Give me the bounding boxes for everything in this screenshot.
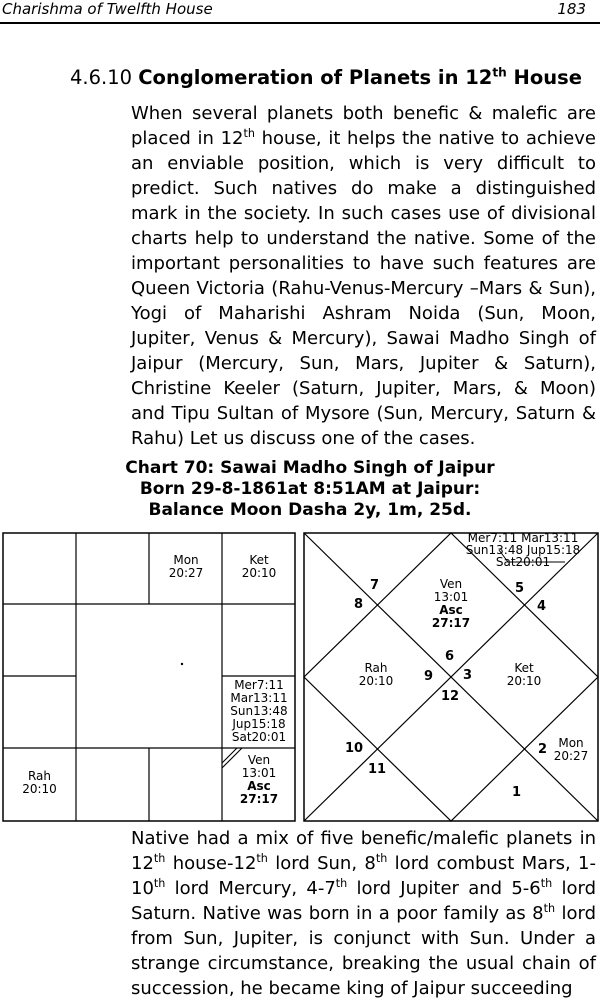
grid-horoscope-chart: [2, 532, 292, 822]
house-number-7: 7: [370, 578, 380, 593]
grid-cell-ket: Ket 20:10: [241, 553, 277, 580]
house-number-10: 10: [345, 741, 364, 756]
grid-cell-rah: Rah 20:10: [22, 769, 57, 796]
section-title: Conglomeration of Planets in 12th House: [138, 65, 582, 89]
book-title: Charishma of Twelfth House: [2, 0, 213, 18]
diamond-mon: Mon 20:27: [553, 736, 589, 763]
house-number-2: 2: [538, 742, 548, 757]
house-number-4: 4: [537, 599, 547, 614]
grid-cell-mon: Mon 20:27: [168, 553, 204, 580]
analysis-paragraph: Native had a mix of five benefic/malefic planets in 12th house-12th lord Sun, 8th lord combust Mars, 1-10th lord Mercury, 4-7th lord Jupiter and 5-6th lord Saturn. Native was born in a poor family as 8th lord from Sun, Jupiter, is conjunct with Sun. Under a strange circumstance, breaking the usual chain of succession, he became king of Jaipur succeeding: [131, 828, 596, 999]
diamond-ven-asc: Ven 13:01 Asc 27:17: [431, 577, 471, 630]
diamond-horoscope-chart: [303, 532, 593, 822]
house-number-9: 9: [424, 669, 434, 684]
grid-cell-planet-group: Mer7:11 Mar13:11 Sun13:48 Jup15:18 Sat20:01: [230, 678, 288, 744]
chart-caption-line1: Chart 70: Sawai Madho Singh of Jaipur: [125, 458, 495, 478]
house-number-11: 11: [368, 762, 387, 777]
house-number-1: 1: [512, 785, 522, 800]
page-number: 183: [557, 0, 586, 18]
house-number-12: 12: [441, 689, 460, 704]
house-number-3: 3: [463, 668, 473, 683]
house-number-8: 8: [354, 597, 364, 612]
intro-paragraph: When several planets both benefic & malefic are placed in 12th house, it helps the native to achieve an enviable position, which is very difficult to predict. Such natives do make a distinguished mark in the society. In such cases use of divisional charts help to understand the native. Some of the important personalities to have such features are Queen Victoria (Rahu-Venus-Mercury –Mars & Sun), Yogi of Maharishi Ashram Noida (Sun, Moon, Jupiter, Venus & Mercury), Sawai Madho Singh of Jaipur (Mercury, Sun, Mars, Jupiter & Saturn), Christine Keeler (Saturn, Jupiter, Mars, & Moon) and Tipu Sultan of Mysore (Sun, Mercury, Saturn & Rahu) Let us discuss one of the cases.: [131, 103, 596, 449]
grid-cell-ven-asc: Ven 13:01 Asc 27:17: [239, 753, 279, 806]
house-number-6: 6: [445, 649, 455, 664]
running-header: [0, 0, 600, 24]
diamond-ket: Ket 20:10: [506, 661, 542, 688]
section-heading: [70, 66, 590, 89]
chart-caption-line3: Balance Moon Dasha 2y, 1m, 25d.: [148, 500, 472, 520]
diamond-house12-planets: Mer7:11 Mar13:11 Sun13:48 Jup15:18 Sat20:01: [465, 531, 581, 569]
section-number: 4.6.10: [70, 66, 133, 89]
house-number-5: 5: [515, 581, 525, 596]
chart-caption-line2: Born 29-8-1861at 8:51AM at Jaipur:: [139, 479, 481, 499]
diamond-rah: Rah 20:10: [358, 661, 394, 688]
